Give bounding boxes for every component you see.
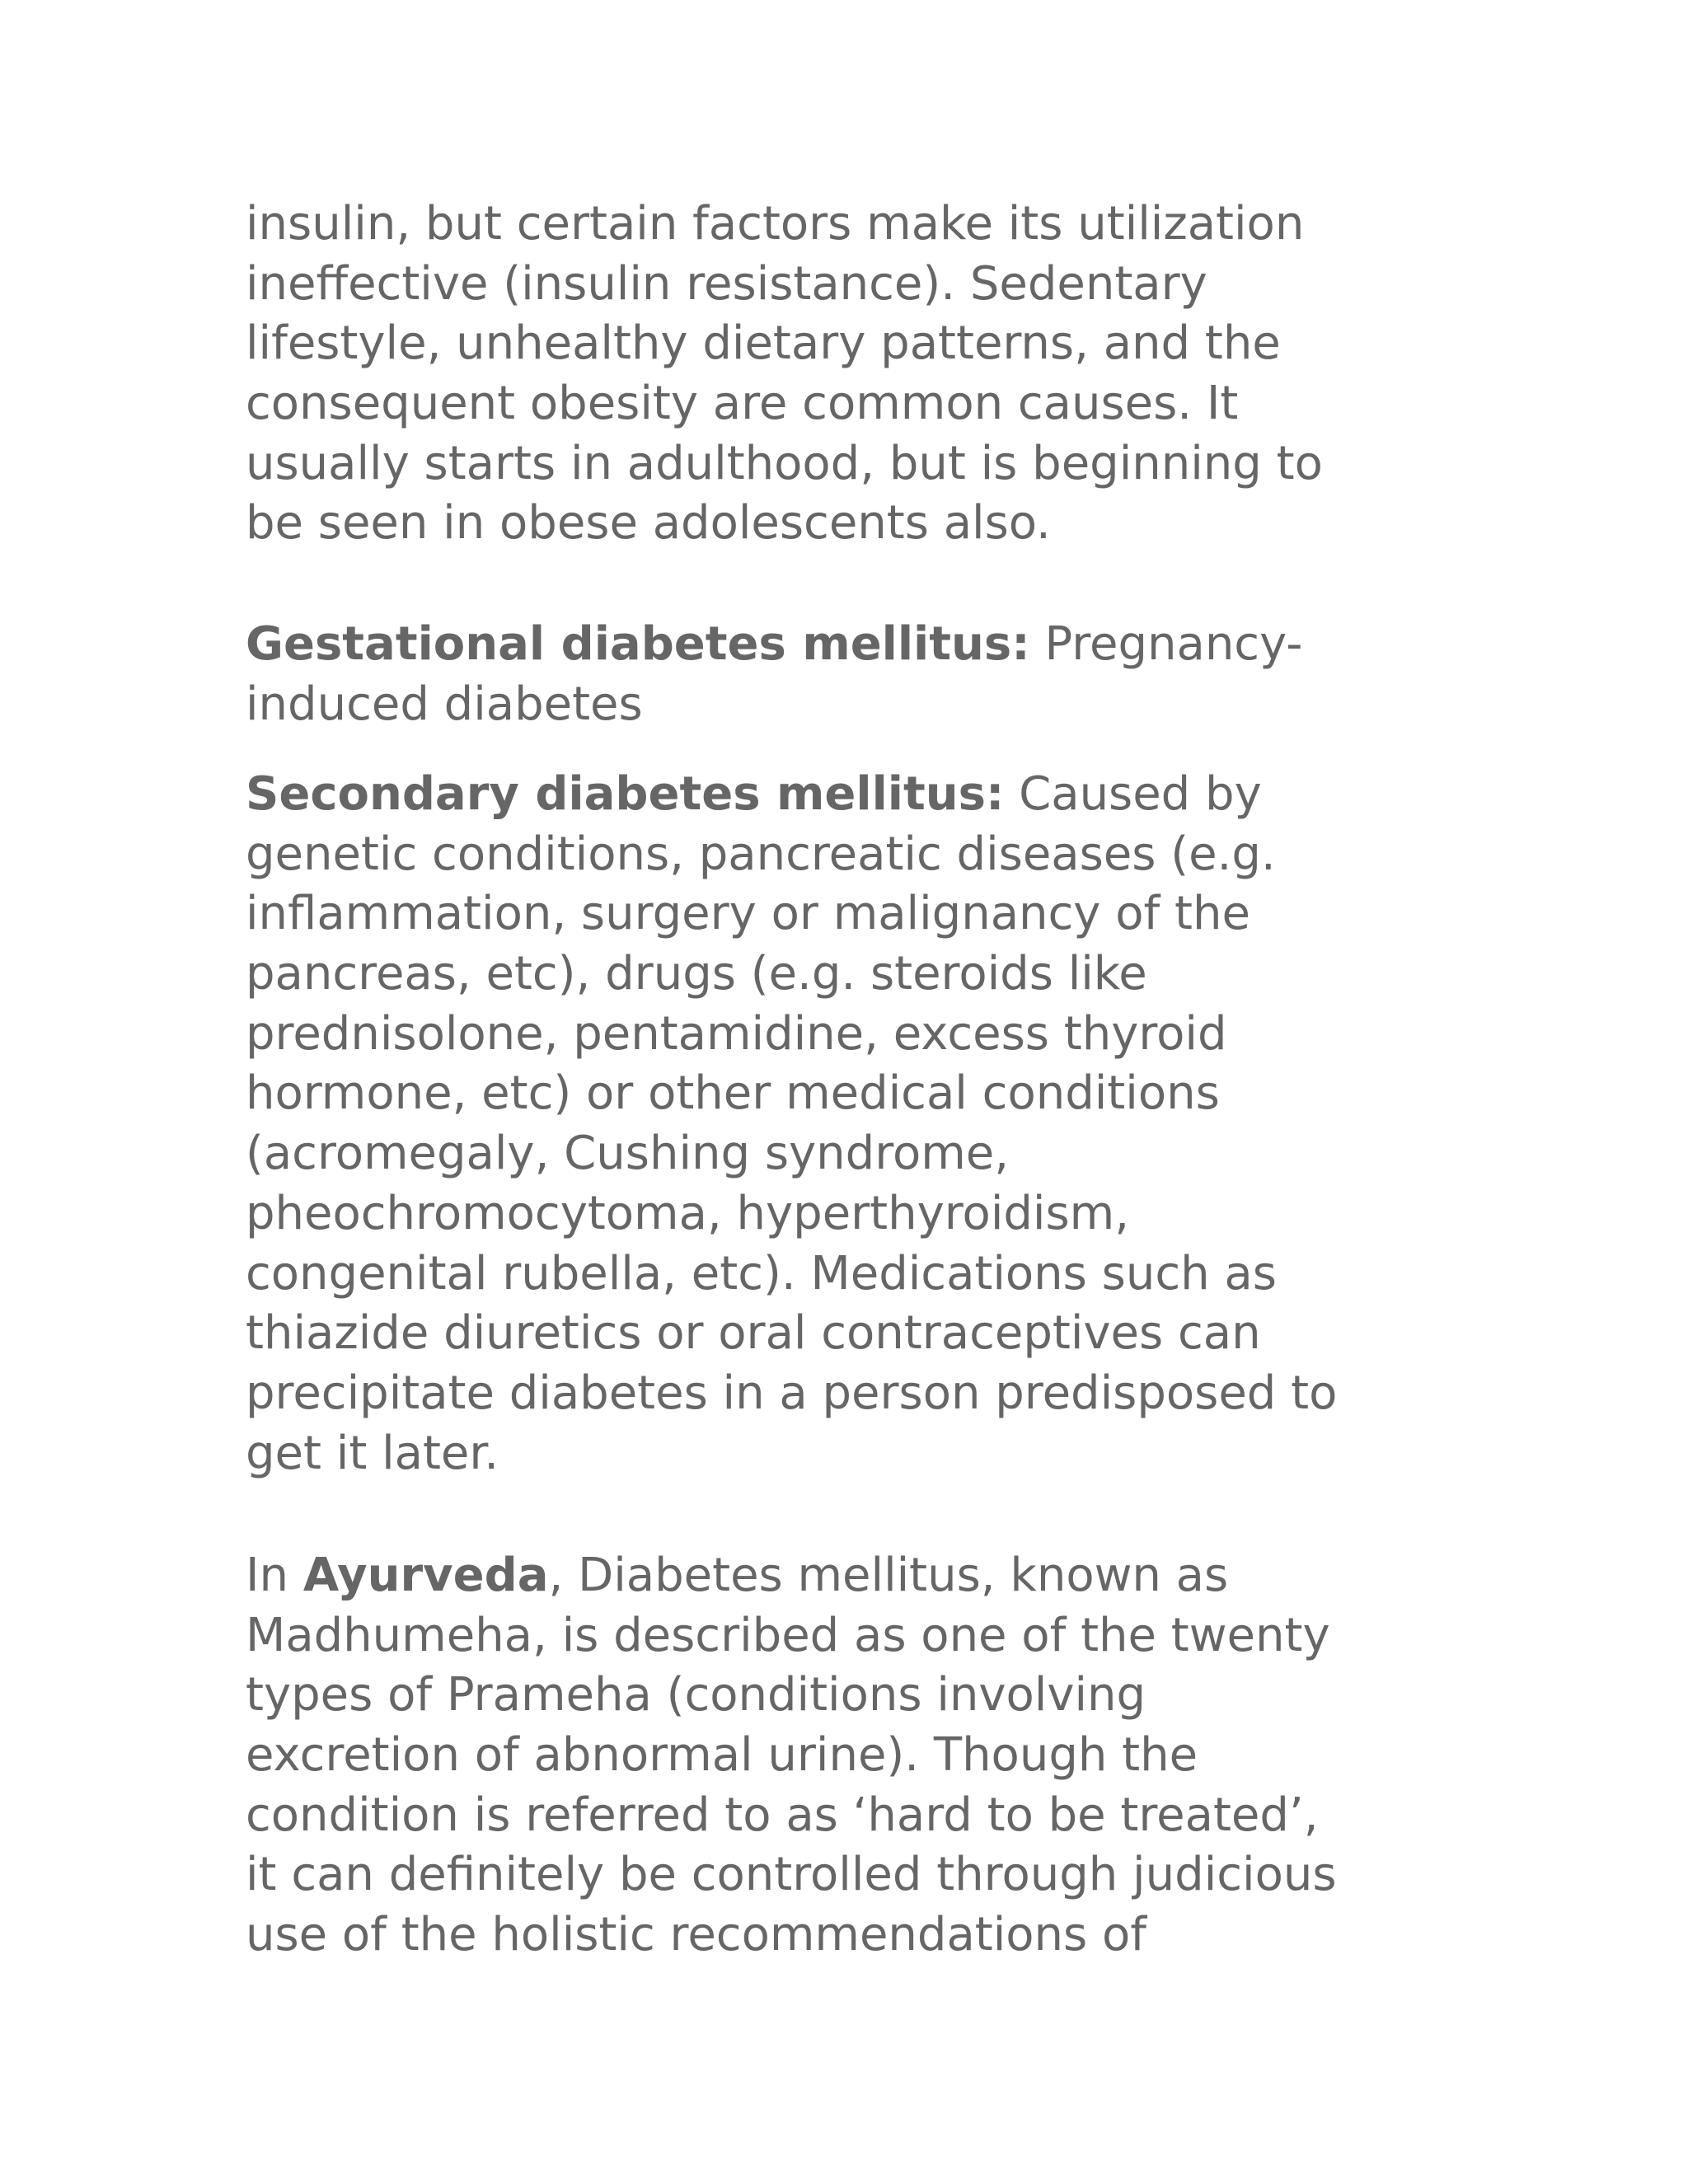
text-line: inflammation, surgery or malignancy of the: [246, 887, 1250, 941]
text-line: lifestyle, unhealthy dietary patterns, and the: [246, 316, 1281, 371]
heading-gestational: Gestational diabetes mellitus:: [246, 617, 1030, 671]
heading-secondary: Secondary diabetes mellitus:: [246, 767, 1005, 821]
text-line: thiazide diuretics or oral contraceptives can: [246, 1306, 1261, 1361]
text-line: [246, 765, 1337, 825]
text-line: ineffective (insulin resistance). Sedentary: [246, 256, 1207, 311]
text-line: prednisolone, pentamidine, excess thyroid: [246, 1006, 1227, 1061]
text-line: pheochromocytoma, hyperthyroidism,: [246, 1186, 1130, 1240]
paragraph-secondary: [246, 765, 1337, 1483]
text-line: it can definitely be controlled through judicious: [246, 1848, 1337, 1902]
text-line: condition is referred to as ‘hard to be treated’,: [246, 1788, 1319, 1842]
text-line: Madhumeha, is described as one of the twenty: [246, 1608, 1330, 1662]
text-line: use of the holistic recommendations of: [246, 1908, 1146, 1962]
text-line: hormone, etc) or other medical conditions: [246, 1066, 1220, 1121]
text-line: usually starts in adulthood, but is beginning to: [246, 436, 1323, 490]
paragraph-ayurveda: [246, 1546, 1337, 1966]
text-line: excretion of abnormal urine). Though the: [246, 1728, 1198, 1783]
paragraph-type2-continued: [246, 194, 1323, 554]
text-fragment: Caused by: [1004, 767, 1262, 821]
text-line: consequent obesity are common causes. It: [246, 377, 1239, 431]
text-line: induced diabetes: [246, 677, 643, 731]
text-fragment: , Diabetes mellitus, known as: [548, 1549, 1229, 1602]
text-line: genetic conditions, pancreatic diseases (e.g.: [246, 827, 1276, 881]
text-line: congenital rubella, etc). Medications such as: [246, 1246, 1277, 1301]
text-line: (acromegaly, Cushing syndrome,: [246, 1127, 1010, 1181]
text-line: types of Prameha (conditions involving: [246, 1668, 1146, 1722]
text-line: insulin, but certain factors make its utilization: [246, 197, 1305, 251]
text-line: [246, 1546, 1337, 1606]
text-fragment: Pregnancy-: [1029, 617, 1303, 671]
text-line: get it later.: [246, 1426, 499, 1480]
paragraph-gestational: [246, 615, 1302, 734]
text-line: pancreas, etc), drugs (e.g. steroids like: [246, 947, 1147, 1001]
term-ayurveda: Ayurveda: [302, 1549, 549, 1602]
text-fragment: In: [246, 1549, 303, 1602]
text-line: [246, 615, 1302, 675]
text-line: be seen in obese adolescents also.: [246, 496, 1051, 551]
text-line: precipitate diabetes in a person predisposed to: [246, 1366, 1338, 1420]
